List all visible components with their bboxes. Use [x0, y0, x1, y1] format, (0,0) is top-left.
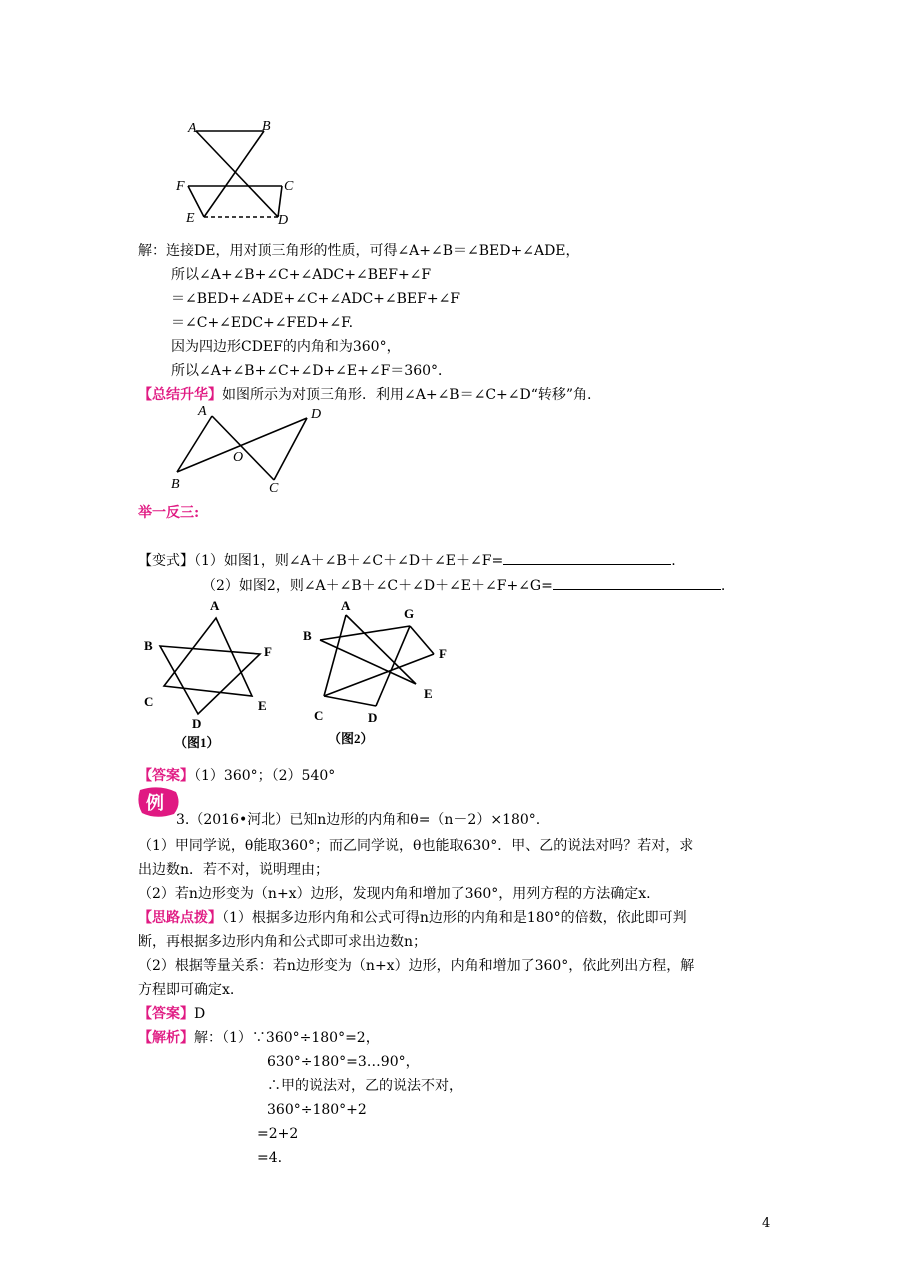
segment-dc	[324, 696, 376, 706]
answer-2-text: D	[194, 1006, 206, 1022]
hint-tag: 【思路点拨】	[138, 910, 222, 926]
answer-1	[138, 766, 335, 786]
label-g: G	[404, 606, 415, 621]
label-e: E	[258, 698, 267, 713]
label-c: C	[269, 481, 279, 495]
example-badge-text: 例	[146, 793, 164, 813]
example-3-part-1b: 出边数n．若不对，说明理由；	[138, 862, 330, 878]
segment-ad	[196, 131, 278, 217]
variant-q2-end: .	[720, 578, 726, 594]
analysis-line-1	[138, 1028, 380, 1048]
analysis-line-4: 360°÷180°+2	[267, 1102, 367, 1118]
label-b: B	[303, 628, 312, 643]
hint-line-1	[138, 908, 687, 928]
segment-be	[204, 131, 264, 217]
figure-abcdef	[170, 112, 300, 227]
label-e: E	[186, 211, 195, 226]
answer-blank-2	[553, 575, 721, 590]
label-a: A	[210, 598, 220, 613]
answer-2	[138, 1004, 205, 1024]
label-b: B	[262, 119, 271, 134]
label-f: F	[264, 644, 272, 659]
triangle-ace	[164, 618, 252, 696]
solution-line-5: 因为四边形CDEF的内角和为360°，	[171, 339, 401, 355]
answer-1-tag: 【答案】	[138, 768, 194, 784]
label-b: B	[171, 477, 180, 492]
label-d: D	[311, 407, 322, 422]
label-f: F	[439, 646, 447, 661]
analysis-line-1-text: 解：（1）∵360°÷180°=2，	[194, 1030, 380, 1046]
label-a: A	[341, 598, 351, 613]
hint-line-4: 方程即可确定x.	[138, 982, 235, 998]
hint-line-3: （2）根据等量关系：若n边形变为（n+x）边形，内角和增加了360°，依此列出方程，解	[138, 958, 695, 974]
label-a: A	[198, 404, 207, 419]
variant-q1	[138, 550, 676, 571]
label-d: D	[368, 710, 378, 725]
analysis-line-6: =4.	[257, 1150, 283, 1166]
label-f: F	[176, 179, 185, 194]
example-3-part-2: （2）若n边形变为（n+x）边形，发现内角和增加了360°，用列方程的方法确定x.	[138, 886, 651, 902]
segment-bg	[320, 626, 410, 640]
label-c: C	[284, 179, 294, 194]
figure-2-caption: （图2）	[328, 731, 374, 746]
segment-ca	[324, 615, 346, 696]
summary-text: 如图所示为对顶三角形．利用∠A+∠B＝∠C+∠D“转移”角.	[222, 387, 592, 403]
label-d: D	[278, 213, 289, 227]
juyi-heading: 举一反三:	[138, 505, 200, 521]
analysis-line-3: ∴甲的说法对，乙的说法不对，	[267, 1078, 463, 1094]
variant-q2	[202, 575, 725, 596]
solution-line-6: 所以∠A+∠B+∠C+∠D+∠E+∠F＝360°．	[171, 363, 453, 379]
variant-q2-text: （2）如图2，则∠A＋∠B＋∠C＋∠D＋∠E＋∠F+∠G=	[202, 578, 553, 594]
segment-gf	[410, 626, 434, 654]
summary-tag: 【总结升华】	[138, 387, 222, 403]
segment-fc	[324, 654, 434, 696]
analysis-tag: 【解析】	[138, 1030, 194, 1046]
solution-line-1: 解：连接DE，用对顶三角形的性质，可得∠A+∠B＝∠BED+∠ADE，	[138, 243, 580, 259]
solution-line-3: ＝∠BED+∠ADE+∠C+∠ADC+∠BEF+∠F	[171, 291, 461, 307]
label-b: B	[144, 638, 153, 653]
answer-2-tag: 【答案】	[138, 1006, 194, 1022]
label-e: E	[424, 686, 433, 701]
analysis-line-5: =2+2	[257, 1126, 299, 1142]
label-a: A	[188, 121, 197, 136]
segment-ab	[177, 416, 212, 472]
answer-1-text: （1）360°；（2）540°	[194, 768, 336, 784]
segment-gd	[376, 626, 410, 706]
label-o: O	[233, 450, 244, 465]
example-3-part-1a: （1）甲同学说，θ能取360°；而乙同学说，θ也能取630°．甲、乙的说法对吗？若对，求	[138, 838, 694, 854]
variant-q1-text: （1）如图1，则∠A＋∠B＋∠C＋∠D＋∠E＋∠F=	[194, 553, 504, 569]
variant-tag: 【变式】	[138, 553, 194, 569]
label-c: C	[314, 708, 324, 723]
label-d: D	[192, 716, 202, 731]
hint-line-2: 断，再根据多边形内角和公式即可求出边数n；	[138, 934, 428, 950]
solution-line-2: 所以∠A+∠B+∠C+∠ADC+∠BEF+∠F	[171, 267, 432, 283]
figure-bowtie-o	[165, 400, 335, 495]
page-number: 4	[762, 1216, 771, 1231]
figure-1-caption: （图1）	[174, 735, 220, 750]
example-3-stem: 3.（2016•河北）已知n边形的内角和θ=（n－2）×180°.	[176, 812, 541, 828]
figure-2-heptagram	[300, 598, 460, 753]
answer-blank-1	[503, 550, 671, 565]
solution-line-4: ＝∠C+∠EDC+∠FED+∠F.	[171, 315, 354, 331]
figure-1-star	[140, 598, 280, 753]
segment-ac	[212, 416, 274, 480]
variant-q1-end: .	[671, 553, 676, 569]
analysis-line-2: 630°÷180°=3…90°，	[267, 1054, 420, 1070]
label-c: C	[144, 694, 154, 709]
segment-dc	[274, 418, 307, 480]
hint-line-1-text: （1）根据多边形内角和公式可得n边形的内角和是180°的倍数，依此即可判	[222, 910, 687, 926]
